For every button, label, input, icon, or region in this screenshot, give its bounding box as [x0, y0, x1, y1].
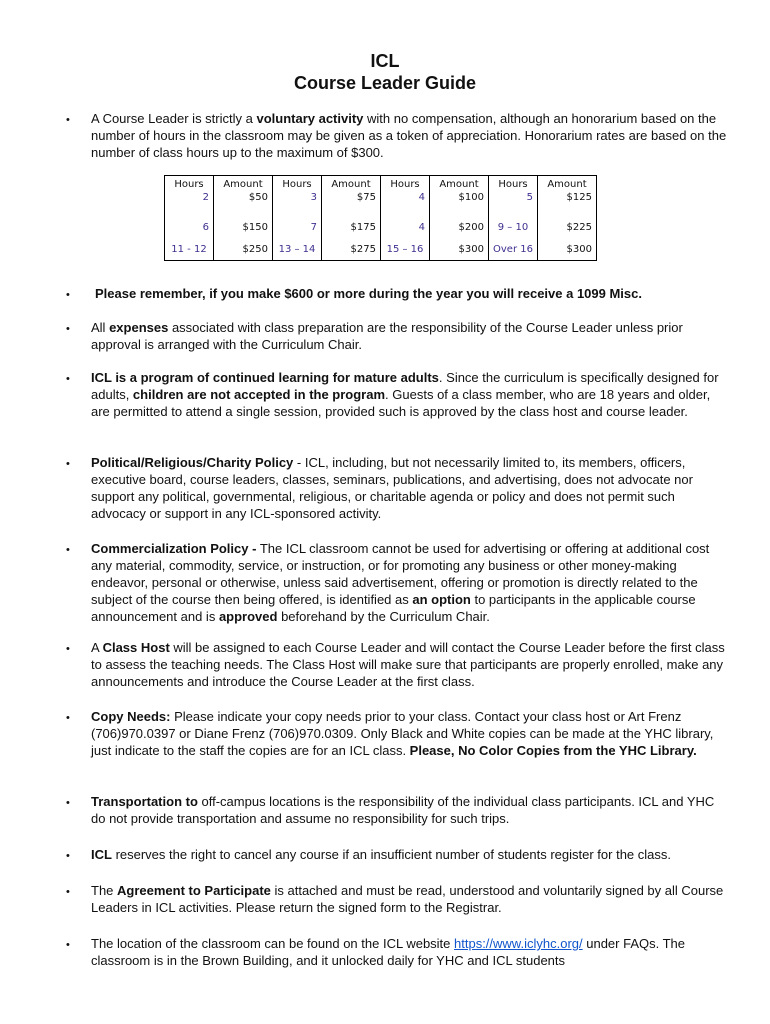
hours-cell: 3: [273, 192, 322, 216]
bullet-7: •: [66, 643, 70, 655]
item-1099-notice: Please remember, if you make $600 or more during the year you will receive a 1099 Misc.: [95, 286, 642, 301]
item-political-policy: Political/Religious/Charity Policy - ICL, including, but not necessarily limited to, its members, officers, executive board, course leaders, classes, seminars, publications, and advertising, does not advocate nor support any political, governmental, religious, or charitable agenda or policy and does not permit such advocacy or support in any ICL-sponsored activity.: [91, 455, 693, 521]
item-honorarium: A Course Leader is strictly a voluntary activity with no compensation, although an honorarium based on the number of hours in the classroom may be given as a token of appreciation. Honorarium rates are based on the number of class hours up to the maximum of $300.: [91, 111, 727, 160]
header-amount-3: Amount: [430, 176, 489, 193]
header-hours-3: Hours: [381, 176, 430, 193]
amount-cell: $150: [214, 216, 273, 238]
header-amount-1: Amount: [214, 176, 273, 193]
hours-cell: 4: [381, 192, 430, 216]
honorarium-rate-table: [164, 175, 597, 261]
amount-cell: $275: [322, 238, 381, 261]
bullet-6: •: [66, 544, 70, 556]
bullet-4: •: [66, 373, 70, 385]
item-agreement: The Agreement to Participate is attached and must be read, understood and voluntarily signed by all Course Leaders in ICL activities. Please return the signed form to the Registrar.: [91, 883, 724, 915]
amount-cell: $75: [322, 192, 381, 216]
icl-website-link[interactable]: https://www.iclyhc.org/: [454, 936, 583, 951]
hours-cell: 7: [273, 216, 322, 238]
item-cancellation: ICL reserves the right to cancel any course if an insufficient number of students register for the class.: [91, 847, 671, 862]
header-hours-1: Hours: [165, 176, 214, 193]
hours-cell: 13 – 14: [273, 238, 322, 261]
header-hours-2: Hours: [273, 176, 322, 193]
bullet-1: •: [66, 114, 70, 126]
table-row: [165, 238, 597, 261]
bullet-9: •: [66, 797, 70, 809]
amount-cell: $200: [430, 216, 489, 238]
header-amount-4: Amount: [538, 176, 597, 193]
table-row: [165, 192, 597, 216]
item-copy-needs: Copy Needs: Please indicate your copy needs prior to your class. Contact your class host or Art Frenz (706)970.0397 or Diane Frenz (706)970.0309. Only Black and White copies can be made at the YHC library, just indicate to the staff the copies are for an ICL class. Please, No Color Copies from the YHC Library.: [91, 709, 714, 758]
rate-table-header-row: [165, 176, 597, 193]
hours-cell: 9 – 10: [489, 216, 538, 238]
hours-cell: 6: [165, 216, 214, 238]
hours-cell: 4: [381, 216, 430, 238]
bullet-11: •: [66, 886, 70, 898]
amount-cell: $50: [214, 192, 273, 216]
item-expenses: All expenses associated with class preparation are the responsibility of the Course Leader unless prior approval is arranged with the Curriculum Chair.: [91, 320, 683, 352]
bullet-2: •: [66, 289, 70, 301]
item-commercialization-policy: Commercialization Policy - The ICL classroom cannot be used for advertising or offering at additional cost any material, commodity, service, or instruction, or for promoting any business or other money-making endeavor, personal or otherwise, unless said advertisement, offering or promotion is directly related to the subject of the course then being offered, is identified as an option to participants in the applicable course announcement and is approved beforehand by the Curriculum Chair.: [91, 541, 710, 624]
table-row: [165, 216, 597, 238]
hours-cell: 11 - 12: [165, 238, 214, 261]
bullet-5: •: [66, 458, 70, 470]
item-transportation: Transportation to off-campus locations is the responsibility of the individual class participants. ICL and YHC do not provide transportation and assume no responsibility for such trips.: [91, 794, 715, 826]
page-title: ICL: [370, 51, 400, 71]
item-class-host: A Class Host will be assigned to each Course Leader and will contact the Course Leader before the first class to assess the teaching needs. The Class Host will make sure that participants are properly enrolled, make any announcements and introduce the Course Leader at the first class.: [91, 640, 725, 689]
header-amount-2: Amount: [322, 176, 381, 193]
bullet-8: •: [66, 712, 70, 724]
amount-cell: $300: [430, 238, 489, 261]
bullet-10: •: [66, 850, 70, 862]
hours-cell: 2: [165, 192, 214, 216]
amount-cell: $175: [322, 216, 381, 238]
amount-cell: $100: [430, 192, 489, 216]
header-hours-4: Hours: [489, 176, 538, 193]
amount-cell: $300: [538, 238, 597, 261]
item-classroom-location: The location of the classroom can be found on the ICL website https://www.iclyhc.org/ under FAQs. The classroom is in the Brown Building, and it unlocked daily for YHC and ICL students: [91, 936, 685, 968]
hours-cell: 15 – 16: [381, 238, 430, 261]
hours-cell: Over 16: [489, 238, 538, 261]
amount-cell: $250: [214, 238, 273, 261]
page-subtitle: Course Leader Guide: [293, 73, 477, 93]
amount-cell: $125: [538, 192, 597, 216]
item-mature-adults: ICL is a program of continued learning for mature adults. Since the curriculum is specifically designed for adults, children are not accepted in the program. Guests of a class member, who are 18 years and older, are permitted to attend a single session, provided such is approved by the class host and course leader.: [91, 370, 719, 419]
hours-cell: 5: [489, 192, 538, 216]
bullet-12: •: [66, 939, 70, 951]
amount-cell: $225: [538, 216, 597, 238]
bullet-3: •: [66, 323, 70, 335]
